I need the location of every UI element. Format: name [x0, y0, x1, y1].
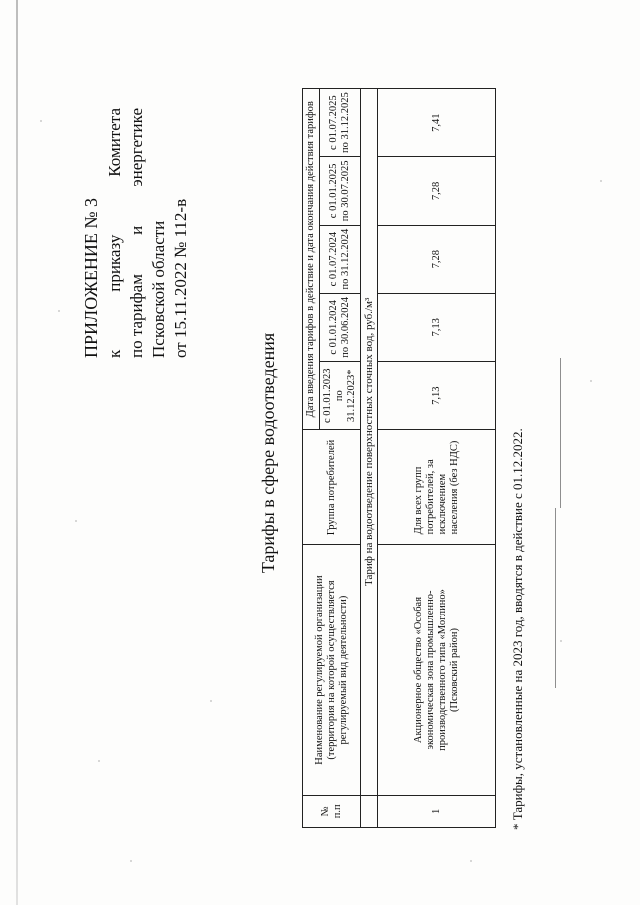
table-header-row — [303, 88, 320, 827]
footnote: * Тарифы, установленные на 2023 год, вводятся в действие с 01.12.2022. — [510, 427, 525, 830]
appendix-text: энергетике — [127, 107, 146, 187]
appendix-text: к — [105, 349, 124, 358]
appendix-title: ПРИЛОЖЕНИЕ № 3 — [81, 197, 101, 358]
document-title: Тарифы в сфере водоотведения — [258, 332, 278, 573]
period-cell: с 01.01.2024 по 30.06.2024 — [320, 293, 361, 361]
period-cell: с 01.01.2025 по 30.07.2025 — [320, 156, 361, 224]
period-cell: с 01.07.2025 по 31.12.2025 — [320, 88, 361, 156]
period-cell: с 01.01.2023 по 31.12.2023* — [320, 361, 361, 430]
section-num-empty — [361, 795, 378, 827]
appendix-header — [80, 108, 192, 358]
table-section-row — [361, 88, 378, 827]
scan-edge — [16, 0, 18, 905]
header-group: Группа потребителей — [303, 429, 361, 544]
appendix-text: приказу — [105, 234, 124, 292]
appendix-text: и — [127, 225, 146, 235]
row-value: 7,28 — [378, 156, 496, 224]
stray-line — [555, 508, 556, 688]
appendix-text: Комитета — [105, 107, 124, 177]
row-value: 7,13 — [378, 361, 496, 430]
row-org: Акционерное общество «Особая экономическая зона промышленно-производственного типа «Моглино» (Псковский район) — [378, 544, 496, 794]
stray-line — [560, 358, 561, 508]
rotated-sheet — [40, 38, 600, 868]
appendix-line-2 — [126, 108, 148, 358]
row-value: 7,28 — [378, 225, 496, 293]
table-row — [378, 88, 496, 827]
appendix-line-1 — [104, 108, 126, 358]
appendix-line-4: от 15.11.2022 № 112-в — [171, 198, 190, 358]
appendix-line-3: Псковской области — [149, 220, 168, 358]
header-dates: Дата введения тарифов в действие и дата окончания действия тарифов — [303, 88, 320, 429]
header-org: Наименование регулируемой организации (территория на которой осуществляется регулируемый вид деятельности) — [303, 544, 361, 794]
header-num: № п.п — [303, 795, 361, 827]
section-title: Тариф на водоотведение поверхностных сточных вод, руб./м³ — [361, 88, 378, 795]
row-num: 1 — [378, 795, 496, 827]
row-value: 7,13 — [378, 293, 496, 361]
tariff-table — [302, 88, 496, 828]
row-value: 7,41 — [378, 88, 496, 156]
appendix-text: по тарифам — [127, 273, 146, 358]
row-group: Для всех групп потребителей, за исключением населения (без НДС) — [378, 429, 496, 544]
period-cell: с 01.07.2024 по 31.12.2024 — [320, 225, 361, 293]
